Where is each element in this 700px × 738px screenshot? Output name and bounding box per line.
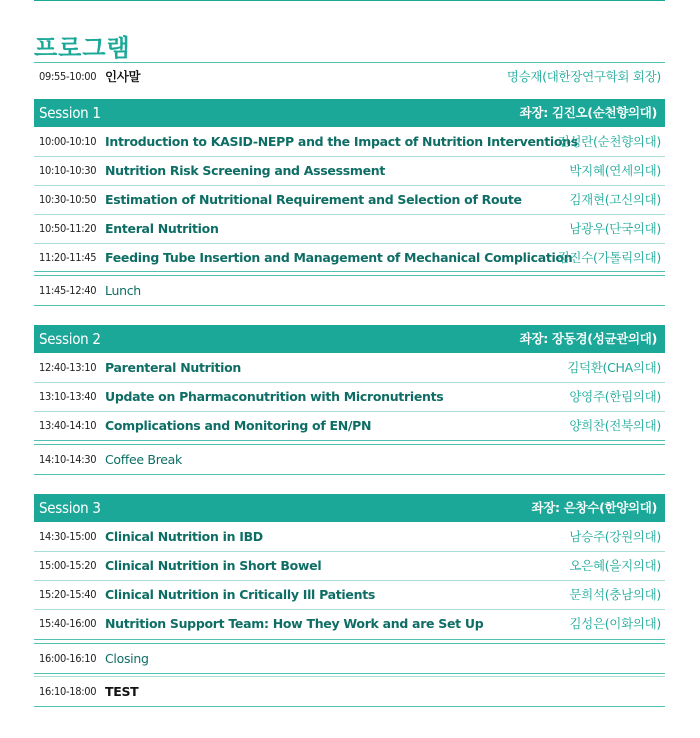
- session-name: Session 2: [39, 330, 101, 348]
- break-title: Closing: [105, 651, 149, 666]
- speaker: 김성은(이화의대): [569, 616, 661, 631]
- speaker: 문희석(충남의대): [569, 587, 661, 602]
- speaker: 김재현(고신의대): [569, 192, 661, 207]
- session-name: Session 1: [39, 104, 101, 122]
- talk-title: Clinical Nutrition in Critically Ill Patients: [105, 587, 376, 602]
- talk-title: Nutrition Risk Screening and Assessment: [105, 163, 386, 178]
- session-chair: 좌장: 은창수(한양의대): [531, 500, 657, 515]
- program-row-break: [34, 277, 665, 305]
- divider: [34, 305, 665, 306]
- divider: [34, 275, 665, 276]
- talk-title: Enteral Nutrition: [105, 221, 219, 236]
- divider: [34, 706, 665, 707]
- time-slot: 15:00-15:20: [39, 559, 97, 572]
- time-slot: 15:40-16:00: [39, 617, 97, 630]
- time-slot: 15:20-15:40: [39, 588, 97, 601]
- talk-title: Feeding Tube Insertion and Management of Mechanical Complication: [105, 250, 573, 265]
- program-row: [34, 244, 665, 272]
- time-slot: 13:40-14:10: [39, 419, 97, 432]
- program-row: [34, 610, 665, 638]
- program-row: [34, 383, 665, 411]
- talk-title: Complications and Monitoring of EN/PN: [105, 418, 372, 433]
- time-slot: 11:45-12:40: [39, 284, 97, 297]
- page-title: 프로그램: [34, 34, 131, 62]
- program-row-break: [34, 446, 665, 474]
- time-slot: 10:10-10:30: [39, 164, 97, 177]
- program-row-break: [34, 645, 665, 673]
- speaker: 양영주(한림의대): [569, 389, 661, 404]
- session-chair: 좌장: 김진오(순천향의대): [519, 105, 657, 120]
- time-slot: 14:30-15:00: [39, 530, 97, 543]
- speaker: 남승주(강원의대): [569, 529, 661, 544]
- talk-title: 인사말: [105, 69, 141, 84]
- program-row: [34, 128, 665, 156]
- divider: [34, 676, 665, 677]
- program-row: [34, 581, 665, 609]
- talk-title: Parenteral Nutrition: [105, 360, 242, 375]
- program-row: [34, 215, 665, 243]
- time-slot: 10:00-10:10: [39, 135, 97, 148]
- program-row: [34, 412, 665, 440]
- talk-title: Nutrition Support Team: How They Work and are Set Up: [105, 616, 484, 631]
- divider: [34, 639, 665, 640]
- time-slot: 12:40-13:10: [39, 361, 97, 374]
- program-row-opening: [34, 63, 665, 91]
- divider: [34, 444, 665, 445]
- time-slot: 10:30-10:50: [39, 193, 97, 206]
- speaker: 박지혜(연세의대): [569, 163, 661, 178]
- session-header-2: [34, 325, 665, 353]
- divider: [34, 643, 665, 644]
- program-row: [34, 186, 665, 214]
- talk-title: TEST: [105, 684, 139, 699]
- time-slot: 16:00-16:10: [39, 652, 97, 665]
- speaker: 김덕환(CHA의대): [567, 360, 661, 375]
- speaker: 김진수(가톨릭의대): [557, 250, 661, 265]
- time-slot: 09:55-10:00: [39, 70, 97, 83]
- time-slot: 10:50-11:20: [39, 222, 97, 235]
- time-slot: 13:10-13:40: [39, 390, 97, 403]
- session-header-1: [34, 99, 665, 127]
- time-slot: 11:20-11:45: [39, 251, 97, 264]
- program-row: [34, 157, 665, 185]
- program-row: [34, 552, 665, 580]
- speaker: 전성란(순천향의대): [557, 134, 661, 149]
- talk-title: Clinical Nutrition in IBD: [105, 529, 263, 544]
- talk-title: Introduction to KASID-NEPP and the Impact of Nutrition Interventions: [105, 134, 578, 149]
- speaker: 오은혜(을지의대): [569, 558, 661, 573]
- session-chair: 좌장: 장동경(성균관의대): [519, 331, 657, 346]
- break-title: Coffee Break: [105, 452, 182, 467]
- session-name: Session 3: [39, 499, 101, 517]
- program-row: [34, 354, 665, 382]
- talk-title: Estimation of Nutritional Requirement and Selection of Route: [105, 192, 522, 207]
- break-title: Lunch: [105, 283, 141, 298]
- speaker: 명승재(대한장연구학회 회장): [506, 69, 661, 84]
- divider: [34, 440, 665, 441]
- talk-title: Update on Pharmaconutrition with Micronutrients: [105, 389, 444, 404]
- divider: [34, 271, 665, 272]
- speaker: 양희찬(전북의대): [569, 418, 661, 433]
- divider: [34, 673, 665, 674]
- program-row: [34, 523, 665, 551]
- divider: [34, 474, 665, 475]
- program-row-closing: [34, 678, 665, 706]
- time-slot: 14:10-14:30: [39, 453, 97, 466]
- session-header-3: [34, 494, 665, 522]
- top-border: [34, 0, 665, 1]
- speaker: 남광우(단국의대): [569, 221, 661, 236]
- talk-title: Clinical Nutrition in Short Bowel: [105, 558, 322, 573]
- time-slot: 16:10-18:00: [39, 685, 97, 698]
